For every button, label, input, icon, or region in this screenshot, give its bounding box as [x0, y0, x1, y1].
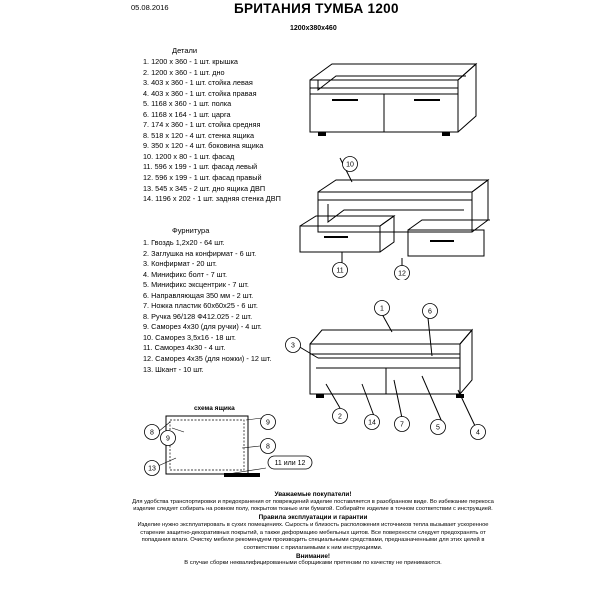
scheme-callout-11-or-12: 11 или 12 [274, 460, 306, 467]
callout-2: 2 [338, 413, 342, 421]
parts-item: 8. 518 х 120 - 4 шт. стенка ящика [143, 130, 255, 140]
parts-item: 4. 403 х 360 - 1 шт. стойка правая [143, 88, 257, 98]
scheme-callout-8-right: 8 [266, 443, 270, 451]
rules-heading: Правила эксплуатации и гарантии [258, 514, 368, 522]
footer-notes [126, 491, 500, 568]
callout-11: 11 [336, 267, 344, 275]
callout-7: 7 [400, 421, 404, 429]
drawer-scheme-diagram [140, 410, 316, 482]
customers-heading: Уважаемые покупатели! [274, 491, 352, 498]
parts-item: 1. 1200 х 360 - 1 шт. крышка [143, 57, 238, 66]
callout-10: 10 [346, 161, 354, 169]
hardware-item: 7. Ножка пластик 60х60х25 - 6 шт. [143, 301, 258, 311]
parts-item: 6. 1168 х 164 - 1 шт. царга [143, 109, 231, 119]
assembly-note: Для удобства транспортировки и предохранения от повреждений изделие поставляется в разобранном виде. Во избежание перекоса изделие следует собирать на ровном полу, покрытом тканью или бумагой. Собирайте изделие в точном соответствии с инструкцией. [132, 498, 494, 513]
parts-heading: Детали [172, 46, 198, 55]
parts-list [143, 57, 281, 205]
attention-heading: Внимание! [295, 552, 331, 560]
callout-14: 14 [368, 419, 376, 427]
scheme-callout-8: 8 [150, 429, 154, 437]
hardware-item: 11. Саморез 4х30 - 4 шт. [143, 343, 226, 353]
hardware-item: 9. Саморез 4х30 (для ручки) - 4 шт. [143, 322, 262, 332]
parts-item: 10. 1200 х 80 - 1 шт. фасад [143, 151, 235, 161]
parts-item: 9. 350 х 120 - 4 шт. боковина ящика [143, 141, 264, 151]
scheme-callout-9: 9 [166, 435, 170, 443]
callout-4: 4 [476, 429, 480, 437]
hardware-item: 1. Гвоздь 1,2х20 - 64 шт. [143, 238, 225, 247]
cabinet-assembled-diagram [296, 50, 480, 140]
hardware-item: 13. Шкант - 10 шт. [143, 364, 204, 374]
product-dimensions: 1200х380х460 [290, 25, 337, 32]
document-date: 05.08.2016 [131, 3, 169, 12]
parts-item: 3. 403 х 360 - 1 шт. стойка левая [143, 78, 253, 88]
drawer-scheme-label: схема ящика [194, 405, 235, 412]
hardware-item: 12. Саморез 4х35 (для ножки) - 12 шт. [143, 354, 272, 364]
hardware-heading: Фурнитура [172, 226, 210, 235]
hardware-item: 3. Конфирмат - 20 шт. [143, 259, 217, 269]
parts-item: 13. 545 х 345 - 2 шт. дно ящика ДВП [143, 183, 266, 193]
hardware-item: 2. Заглушка на конфирмат - 6 шт. [143, 248, 257, 258]
scheme-callout-9-right: 9 [266, 419, 270, 427]
parts-item: 12. 596 х 199 - 1 шт. фасад правый [143, 173, 262, 183]
hardware-item: 6. Направляющая 350 мм - 2 шт. [143, 290, 254, 300]
callout-3: 3 [291, 342, 295, 350]
hardware-list [143, 238, 271, 375]
parts-item: 14. 1196 х 202 - 1 шт. задняя стенка ДВП [143, 194, 281, 204]
callout-6: 6 [428, 308, 432, 316]
hardware-item: 5. Минификс эксцентрик - 7 шт. [143, 280, 249, 290]
cabinet-drawers-diagram [296, 152, 490, 280]
hardware-item: 10. Саморез 3,5х16 - 18 шт. [143, 332, 236, 342]
callout-12: 12 [398, 270, 406, 278]
callout-5: 5 [436, 424, 440, 432]
parts-item: 7. 174 х 360 - 1 шт. стойка средняя [143, 120, 261, 130]
parts-item: 11. 596 х 199 - 1 шт. фасад левый [143, 162, 258, 172]
parts-item: 2. 1200 х 360 - 1 шт. дно [143, 67, 225, 77]
hardware-item: 4. Минификс болт - 7 шт. [143, 269, 228, 279]
attention-text: В случае сборки неквалифицированными сборщиками претензии по качеству не принимаются. [184, 560, 442, 567]
callout-1: 1 [380, 305, 384, 313]
rules-text: Изделие нужно эксплуатировать в сухих помещениях. Сырость и близость расположения источников тепла вызывает ускоренное старение защитно-декоративных покрытий, а также деформацию мебельных щитов. Все поверхности следует предохранять от попадания влаги. Очистку мебели рекомендуем производить специальными средствами, предназначенными для этих целей в соответствии с прилагаемыми к ним инструкциями. [137, 521, 489, 551]
document-title: БРИТАНИЯ ТУМБА 1200 [234, 1, 399, 16]
parts-item: 5. 1168 х 360 - 1 шт. полка [143, 99, 232, 109]
scheme-callout-13: 13 [148, 465, 156, 473]
hardware-item: 8. Ручка 96/128 Ф412.025 - 2 шт. [143, 311, 253, 321]
